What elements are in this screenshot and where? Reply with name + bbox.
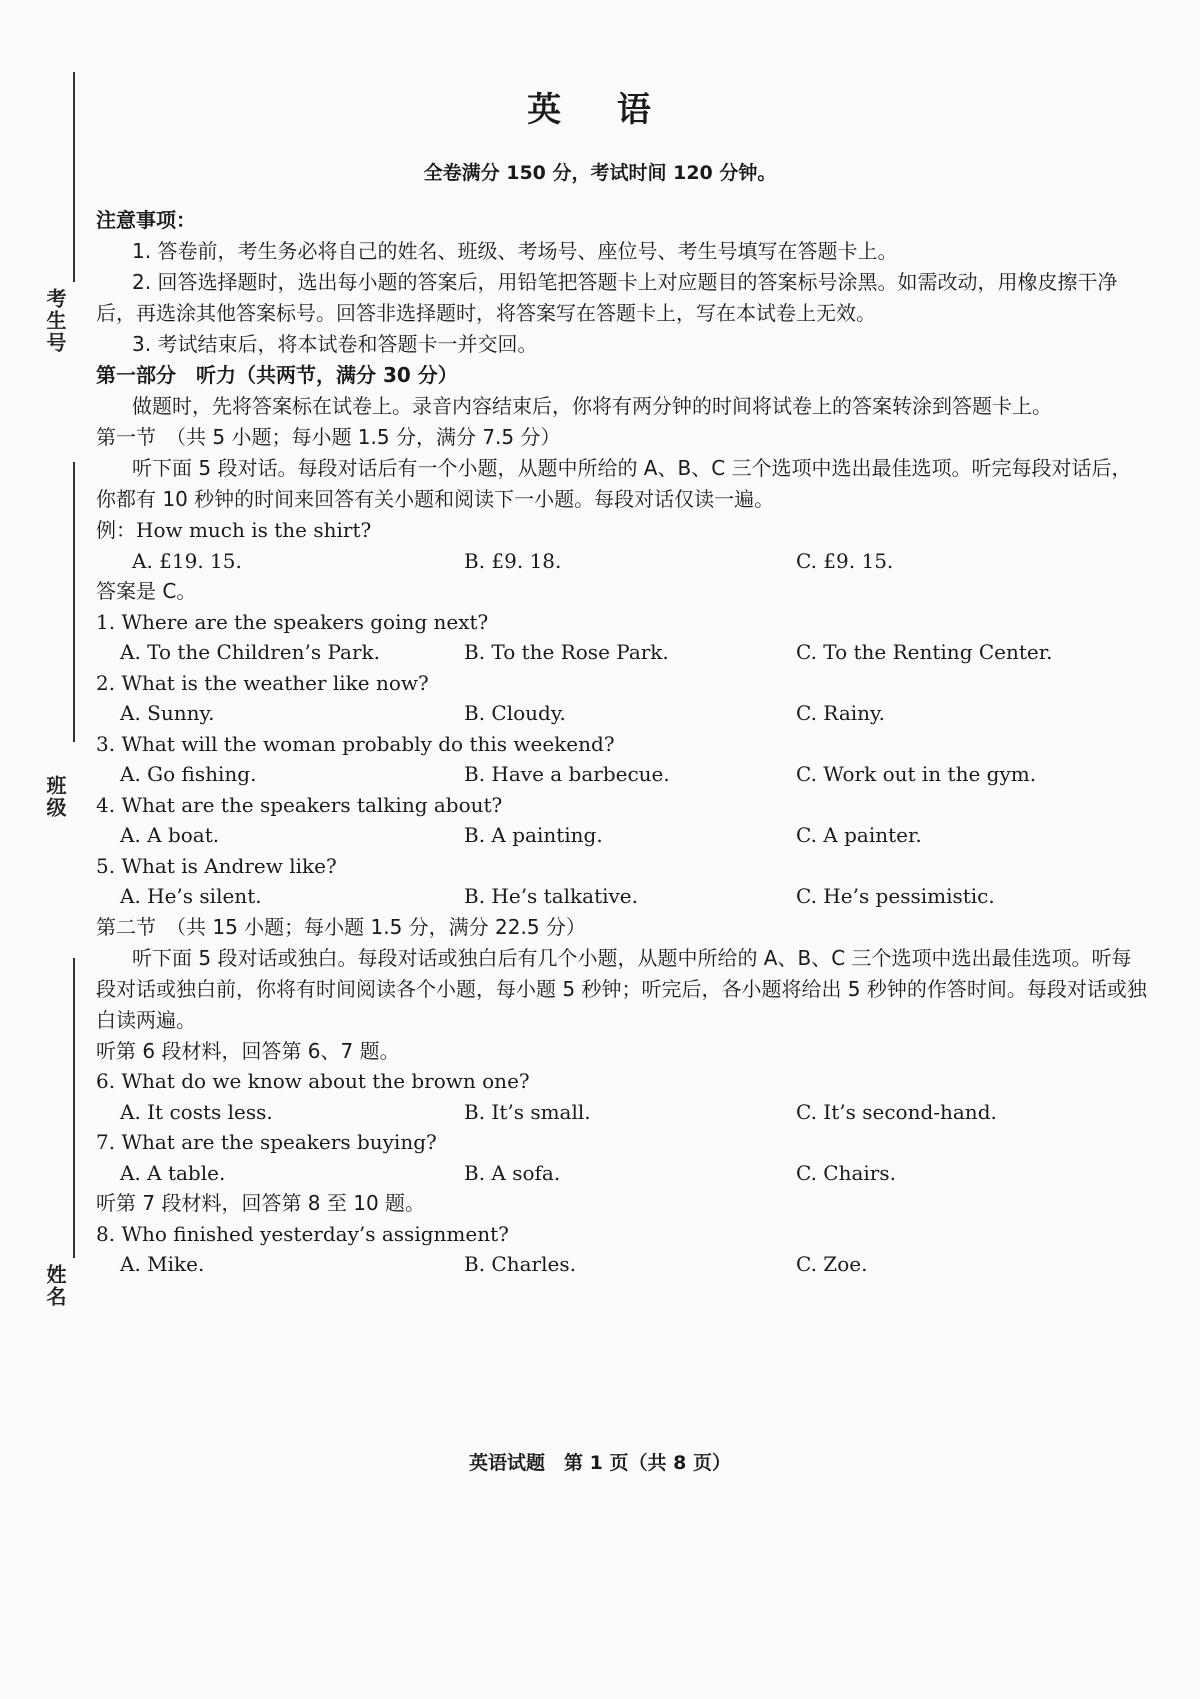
question-6-options: [96, 1097, 1151, 1128]
notice-item: 1. 答卷前，考生务必将自己的姓名、班级、考场号、座位号、考生号填写在答题卡上。: [132, 239, 898, 263]
question-3: 3. What will the woman probably do this weekend?: [96, 731, 615, 756]
margin-line-bottom: [73, 958, 75, 1258]
question-2: 2. What is the weather like now?: [96, 670, 429, 695]
option-a: A. A boat.: [120, 823, 220, 847]
option-a: A. He’s silent.: [120, 884, 262, 908]
option-b: B. To the Rose Park.: [464, 640, 669, 664]
question-5-options: [96, 881, 1151, 912]
option-a: A. To the Children’s Park.: [120, 640, 381, 664]
question-7-options: [96, 1158, 1151, 1189]
option-b: B. A sofa.: [464, 1160, 561, 1185]
option-a: A. £19. 15.: [132, 548, 242, 573]
question-5: 5. What is Andrew like?: [96, 853, 337, 878]
question-1-options: [96, 637, 1151, 668]
option-a: A. Mike.: [120, 1252, 205, 1276]
option-b: B. A painting.: [464, 823, 603, 847]
margin-line-middle: [73, 462, 75, 742]
question-3-options: [96, 759, 1151, 790]
option-c: C. £9. 15.: [796, 548, 894, 573]
notice-item: 3. 考试结束后，将本试卷和答题卡一并交回。: [132, 332, 538, 356]
material-7-heading: 听第 7 段材料，回答第 8 至 10 题。: [96, 1191, 426, 1215]
option-b: B. Cloudy.: [464, 701, 566, 725]
question-4: 4. What are the speakers talking about?: [96, 792, 503, 817]
question-8-options: [96, 1249, 1151, 1280]
example-answer: 答案是 C。: [96, 579, 197, 603]
option-c: C. Work out in the gym.: [796, 762, 1037, 786]
section1-instruction: 听下面 5 段对话。每段对话后有一个小题，从题中所给的 A、B、C 三个选项中选出最佳选项。听完每段对话后，你都有 10 秒钟的时间来回答有关小题和阅读下一小题。每段对话仅读一遍。: [96, 456, 1132, 511]
option-c: C. It’s second-hand.: [796, 1099, 997, 1124]
option-a: A. Go fishing.: [120, 762, 257, 786]
question-4-options: [96, 820, 1151, 851]
question-2-options: [96, 698, 1151, 729]
class-label: 班级: [43, 775, 67, 819]
option-c: C. Zoe.: [796, 1252, 868, 1276]
option-c: C. To the Renting Center.: [796, 640, 1053, 664]
notice-heading: 注意事项：: [96, 208, 196, 232]
exam-content: [96, 205, 1151, 1280]
question-8: 8. Who finished yesterday’s assignment?: [96, 1221, 509, 1246]
option-b: B. £9. 18.: [464, 548, 562, 573]
section1-heading: 第一节 （共 5 小题；每小题 1.5 分，满分 7.5 分）: [96, 425, 561, 449]
part1-heading: 第一部分 听力（共两节，满分 30 分）: [96, 363, 458, 387]
example-options: [96, 546, 1151, 577]
name-label: 姓名: [43, 1264, 67, 1308]
part1-instruction: 做题时，先将答案标在试卷上。录音内容结束后，你将有两分钟的时间将试卷上的答案转涂到答题卡上。: [132, 394, 1052, 418]
page-title: 英 语: [527, 90, 673, 130]
section2-instruction: 听下面 5 段对话或独白。每段对话或独白后有几个小题，从题中所给的 A、B、C 三个选项中选出最佳选项。听每段对话或独白前，你将有时间阅读各个小题，每小题 5 秒钟；听完后，各小题将给出 5 秒钟的作答时间。每段对话或独白读两遍。: [96, 945, 1147, 1032]
question-6: 6. What do we know about the brown one?: [96, 1069, 530, 1093]
material-6-heading: 听第 6 段材料，回答第 6、7 题。: [96, 1038, 400, 1063]
notice-item: 2. 回答选择题时，选出每小题的答案后，用铅笔把答题卡上对应题目的答案标号涂黑。如需改动，用橡皮擦干净后，再选涂其他答案标号。回答非选择题时，将答案写在答题卡上，写在本试卷上无效。: [96, 270, 1118, 325]
option-a: A. It costs less.: [120, 1099, 273, 1124]
option-c: C. Chairs.: [796, 1160, 896, 1185]
option-b: B. Charles.: [464, 1252, 576, 1276]
option-c: C. He’s pessimistic.: [796, 884, 995, 908]
option-b: B. It’s small.: [464, 1099, 591, 1124]
option-b: B. He’s talkative.: [464, 884, 638, 908]
question-7: 7. What are the speakers buying?: [96, 1130, 437, 1154]
option-b: B. Have a barbecue.: [464, 762, 670, 786]
option-c: C. Rainy.: [796, 701, 886, 725]
page-footer: 英语试题 第 1 页（共 8 页）: [469, 1452, 731, 1474]
section2-heading: 第二节 （共 15 小题；每小题 1.5 分，满分 22.5 分）: [96, 914, 586, 939]
exam-info: 全卷满分 150 分，考试时间 120 分钟。: [423, 162, 777, 184]
exam-number-label: 考生号: [43, 288, 67, 354]
option-c: C. A painter.: [796, 823, 922, 847]
example-question: 例：How much is the shirt?: [96, 518, 372, 542]
question-1: 1. Where are the speakers going next?: [96, 609, 489, 634]
option-a: A. Sunny.: [120, 701, 215, 725]
option-a: A. A table.: [120, 1160, 226, 1185]
